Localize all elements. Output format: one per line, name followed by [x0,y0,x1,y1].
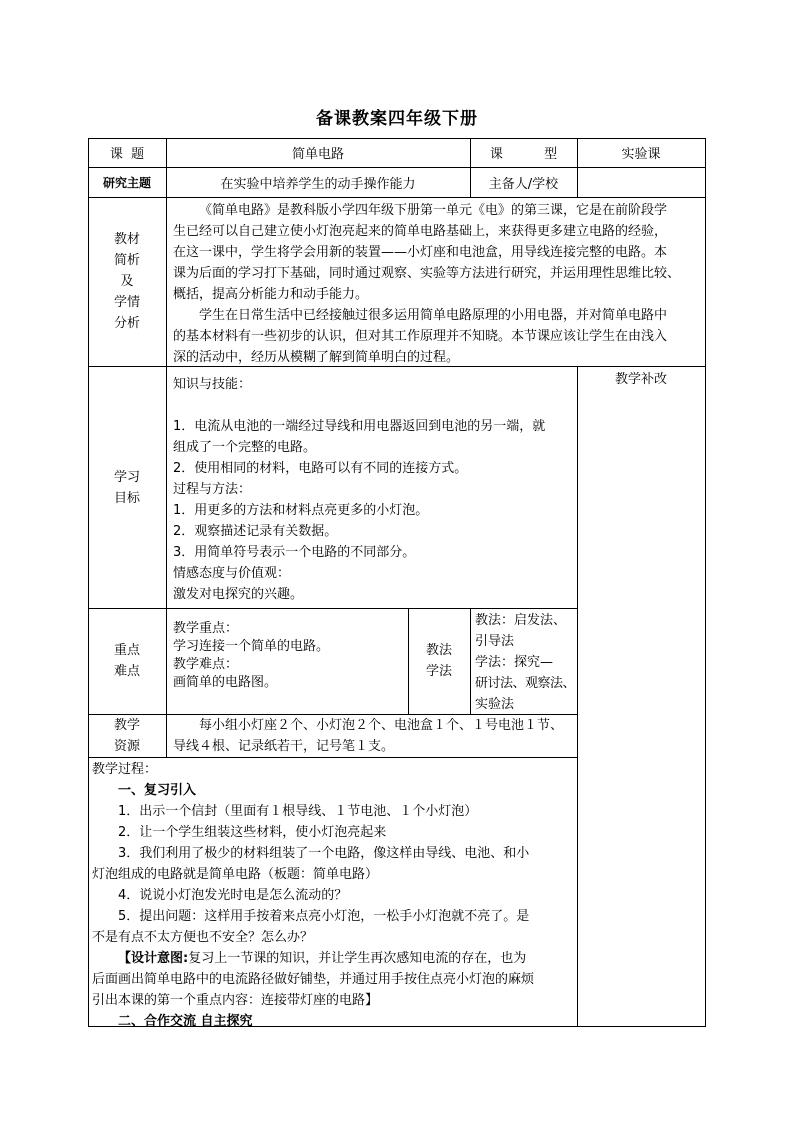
methods-line: 学法：探究— [475,655,554,670]
label-resources-line: 教学 [113,718,140,733]
process-line: 3．我们利用了极少的材料组装了一个电路，像这样由导线、电池、和小 [118,846,530,861]
analysis-line: 概括，提高分析能力和动手能力。 [173,287,369,302]
key-points-line: 画简单的电路图。 [173,675,278,690]
objectives-line: 1．用更多的方法和材料点亮更多的小灯泡。 [173,503,429,518]
label-column-divider [166,138,167,757]
label-analysis-line: 学情 [113,295,140,310]
objectives-line: 知识与技能： [173,377,252,392]
process-line: 不是有点不太方便也不安全？怎么办？ [92,930,314,945]
label-resources [88,715,166,757]
objectives-line: 3．用简单符号表示一个电路的不同部分。 [173,545,416,560]
process-line: 灯泡组成的电路就是简单电路（板题：简单电路） [92,867,379,882]
methods-line: 教法：启发法、 [475,613,567,628]
label-key-points [88,640,166,682]
objectives-line: 组成了一个完整的电路。 [173,440,317,455]
key-points-text [173,620,405,692]
process-line: 1．出示一个信封（里面有１根导线、１节电池、１个小灯泡） [118,804,478,819]
objectives-line: 1．电流从电池的一端经过导线和用电器返回到电池的另一端，就 [173,419,546,434]
label-topic: 课 题 [109,147,145,162]
analysis-line: 课为后面的学习打下基础，同时通过观察、实验等方法进行研究，并运用理性思维比较、 [173,266,681,281]
label-objectives-line: 目标 [113,491,140,506]
label-objectives [88,467,166,509]
label-author: 主备人/学校 [488,176,559,192]
design-intent-label: 【设计意图: [118,951,189,966]
analysis-line: 的基本材料有一些初步的认识，但对其工作原理并不知晓。本节课应该让学生在由浅入 [173,329,668,344]
design-intent-line: 引出本课的第一个重点内容：连接带灯座的电路】 [92,993,379,1008]
methods-line: 实验法 [475,697,515,712]
label-analysis-line: 分析 [113,316,140,331]
methods-line: 引导法 [475,634,515,649]
objectives-line [173,395,575,416]
section-heading: 二、合作交流 自主探究 [118,1014,253,1029]
key-points-line: 教学难点： [173,657,239,672]
key-points-line: 学习连接一个简单的电路。 [173,639,330,654]
design-intent-text: 复习上一节课的知识，并让学生再次感知电流的存在，也为 [188,951,527,966]
side-column-divider [577,366,578,1026]
objectives-line: 2．使用相同的材料，电路可以有不同的连接方式。 [173,461,468,476]
key-points-line: 教学重点： [173,621,239,636]
process-line: 5．提出问题：这样用手按着来点亮小灯泡，一松手小灯泡就不亮了。是 [118,909,530,924]
label-analysis-line: 简析 [113,253,140,268]
objectives-line: 激发对电探究的兴趣。 [173,587,304,602]
theme-value: 在实验中培养学生的动手操作能力 [220,176,416,192]
design-intent-line [92,948,575,969]
resources-line: 导线４根、记录纸若干，记号笔１支。 [173,739,395,754]
process-text [92,759,575,1032]
resources-text [173,715,575,757]
topic-value: 简单电路 [291,147,344,162]
row-divider-4 [88,608,578,609]
author-value [577,167,705,197]
label-analysis-line: 教材 [113,232,140,247]
analysis-text [173,200,703,368]
label-key-points-line: 重点 [113,643,140,658]
label-theme: 研究主题 [102,175,151,190]
label-methods [408,640,470,682]
objectives-line: 2．观察描述记录有关数据。 [173,524,338,539]
row-divider-6 [88,757,578,758]
methods-line: 研讨法、观察法、 [475,676,576,691]
analysis-line: 学生在日常生活中已经接触过很多运用简单电路原理的小用电器，并对简单电路中 [199,308,668,323]
label-methods-line: 学法 [425,664,452,679]
type-value: 实验课 [621,147,661,162]
process-heading: 教学过程： [92,762,158,777]
analysis-line: 在这一课中，学生将学会用新的装置——小灯座和电池盒，用导线连接完整的电路。本 [173,245,668,260]
label-analysis-line: 及 [120,274,134,289]
analysis-line: 《简单电路》是教科版小学四年级下册第一单元《电》的第三课，它是在前阶段学 [199,203,668,218]
objectives-line: 情感态度与价值观： [173,566,291,581]
label-type: 课 型 [489,147,558,162]
label-objectives-line: 学习 [113,470,140,485]
resources-line: 每小组小灯座２个、小灯泡２个、电池盒１个、１号电池１节、 [199,718,564,733]
methods-text [475,610,577,715]
objectives-text [173,374,575,605]
table-border-right [705,138,706,1026]
section-heading: 一、复习引入 [118,783,197,798]
row-divider-2 [88,197,706,198]
analysis-line: 生已经可以自己建立使小灯泡亮起来的简单电路基础上，来获得更多建立电路的经验， [173,224,668,239]
label-key-points-line: 难点 [113,664,140,679]
label-resources-line: 资源 [113,739,140,754]
objectives-line: 过程与方法： [173,482,252,497]
process-line: 2．让一个学生组装这些材料，使小灯泡亮起来 [118,825,387,840]
keypoints-divider-b [470,608,471,714]
label-analysis [88,229,166,334]
design-intent-line: 后面画出简单电路中的电流路径做好铺垫，并通过用手按住点亮小灯泡的麻烦 [92,972,535,987]
side-revision-label: 教学补改 [614,371,667,387]
analysis-line: 深的活动中，经历从模糊了解到简单明白的过程。 [173,350,460,365]
label-methods-line: 教法 [425,643,452,658]
process-line: 4．说说小灯泡发光时电是怎么流动的？ [118,888,348,903]
page-title: 备课教案四年级下册 [316,109,478,129]
